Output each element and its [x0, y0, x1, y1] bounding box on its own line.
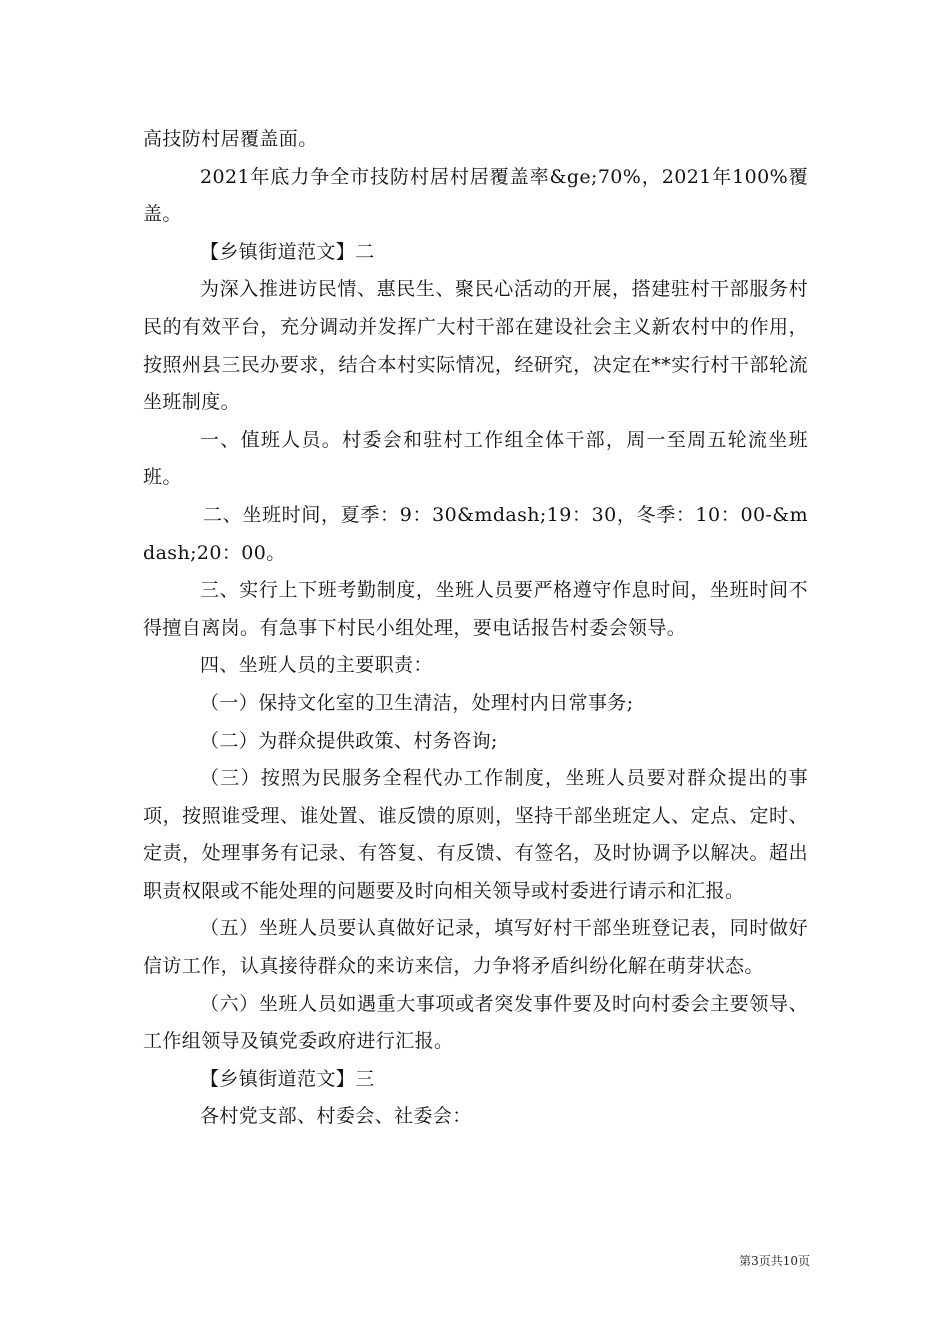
paragraph-salutation: 各村党支部、村委会、社委会：: [200, 1105, 472, 1128]
paragraph-attendance: 三、实行上下班考勤制度，坐班人员要严格遵守作息时间，坐班时间不得擅自离岗。有急事下村民小组处理，要电话报告村委会领导。: [143, 579, 808, 639]
list-item-one: （一）保持文化室的卫生清洁，处理村内日常事务;: [200, 691, 634, 714]
page-number: 第3页共10页: [739, 1254, 810, 1268]
list-item-two: （二）为群众提供政策、村务咨询;: [200, 729, 498, 752]
list-item-six: （六）坐班人员如遇重大事项或者突发事件要及时向村委会主要领导、工作组领导及镇党委政府进行汇报。: [143, 992, 808, 1053]
paragraph-intro: 为深入推进访民情、惠民生、聚民心活动的开展，搭建驻村干部服务村民的有效平台，充分调动并发挥广大村干部在建设社会主义新农村中的作用，按照州县三民办要求，结合本村实际情况，经研究，决定在**实行村干部轮流坐班制度。: [143, 278, 808, 414]
paragraph-duty-hours: 二、坐班时间，夏季：9：30&mdash;19：30，冬季：10：00-&mdash;20：00。: [143, 503, 808, 564]
list-item-three: （三）按照为民服务全程代办工作制度，坐班人员要对群众提出的事项，按照谁受理、谁处置、谁反馈的原则，坚持干部坐班定人、定点、定时、定责，处理事务有记录、有答复、有反馈、有签名，及时协调予以解决。超出职责权限或不能处理的问题要及时向相关领导或村委进行请示和汇报。: [143, 767, 808, 902]
paragraph-duty-staff: 一、值班人员。村委会和驻村工作组全体干部，周一至周五轮流坐班班。: [143, 428, 808, 489]
section-heading-two: 【乡镇街道范文】二: [200, 240, 375, 263]
paragraph-coverage-target: 2021年底力争全市技防村居村居覆盖率&ge;70%，2021年100%覆盖。: [143, 165, 808, 226]
section-heading-three: 【乡镇街道范文】三: [200, 1067, 375, 1090]
body-text: [143, 121, 808, 1136]
list-item-five: （五）坐班人员要认真做好记录，填写好村干部坐班登记表，同时做好信访工作，认真接待群众的来访来信，力争将矛盾纠纷化解在萌芽状态。: [143, 917, 808, 978]
paragraph-continuation: 高技防村居覆盖面。: [143, 128, 318, 150]
paragraph-responsibilities: 四、坐班人员的主要职责：: [200, 654, 433, 677]
